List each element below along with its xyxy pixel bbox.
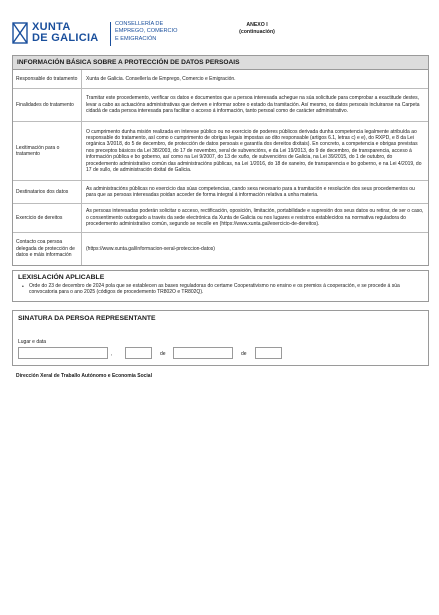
- annex-subtitle: (continuación): [239, 29, 275, 35]
- year-field[interactable]: [255, 347, 282, 359]
- department-line-2: EMPREGO, COMERCIO: [115, 28, 178, 35]
- legislation-title: LEXISLACIÓN APLICABLE: [18, 274, 105, 281]
- annex-heading: [232, 22, 282, 36]
- legislation-section: [12, 270, 429, 302]
- department-name: [115, 21, 215, 43]
- row-value-lexitimacion: O cumprimento dunha misión realizada en interese público ou no exercicio de poderes públicos derivada dunha competencia legalmente atribuída ao responsable do tratamento, así como o cumprimento de obrigas legais impostas ao dito responsable (artigos 6.1, letras c) e e), do RXPD, e 8 da Lei orgánica 3/2018, do 5 de decembro, de protección de datos persoais e garantía dos dereitos dixitais). En concreto, a competencia e obrigas previstas nos preceptos básicos da Lei 38/2003, do 17 de novembro, xeral de subvencións, e da Lei 19/2013, do 9 de decembro, de transparencia, acceso á información pública e bo goberno, así como na Lei 9/2007, do 13 de xuño, de subvencións de Galicia, na Lei 39/2015, do 1 de outubro, do procedemento administrativo común das administracións públicas, na Lei 1/2016, do 18 de xaneiro, de transparencia e bo goberno, e na Lei 4/2019, do 17 de xullo, de administración dixital de Galicia.: [86, 128, 422, 174]
- table-row: [13, 233, 428, 265]
- de-separator-1: de: [160, 351, 166, 357]
- logo-text-galicia: DE GALICIA: [32, 32, 99, 44]
- comma-separator: ,: [111, 351, 113, 357]
- table-row: [13, 89, 428, 122]
- dpo-info-link[interactable]: (https://www.xunta.gal/informacion-xeral-proteccion-datos): [86, 245, 215, 252]
- row-value-dereitos: As persoas interesadas poderán solicitar o acceso, rectificación, oposición, limitación, portabilidade e supresión dos seus datos ou retirar, de ser o caso, o consentimento outorgado a través da sede electrónica da Xunta de Galicia ou nos lugares e rexistros establecidos na normativa reguladora do procedemento administrativo común, segundo se recolle en (https://www.xunta.gal/exercicio-de-dereitos).: [86, 208, 424, 228]
- signature-title: SINATURA DA PERSOA REPRESENTANTE: [18, 315, 156, 322]
- annex-title: ANEXO I: [246, 22, 268, 28]
- data-protection-title: INFORMACIÓN BÁSICA SOBRE A PROTECCIÓN DE DATOS PERSOAIS: [13, 56, 428, 70]
- row-value-finalidades: Tramitar este procedemento, verificar os datos e documentos que a persoa interesada achegue na súa solicitude para comprobar a exactitude destes, levar a cabo as actuacións administrativas que deriven e informar sobre o estado da tramitación. Así mesmo, os datos persoais incluiranse na Carpeta cidadá de cada persoa interesada para facilitar o acceso á información, tanto persoal como de carácter administrativo.: [86, 95, 420, 115]
- row-label-lexitimacion: Lexitimación para o tratamento: [13, 122, 82, 180]
- logo-text-xunta: XUNTA: [32, 21, 71, 33]
- department-line-1: CONSELLERÍA DE: [115, 21, 164, 27]
- table-row: [13, 122, 428, 181]
- row-value-responsable: Xunta de Galicia. Consellería de Emprego, Comercio e Emigración.: [86, 75, 236, 82]
- table-row: [13, 204, 428, 233]
- day-field[interactable]: [125, 347, 152, 359]
- xunta-emblem-icon: [12, 22, 28, 44]
- legislation-item: Orde do 23 de decembro de 2024 pola que se establecen as bases reguladoras do certame Cooperativismo no ensino e os premios á cooperación, e se procede á súa convocatoria para o ano 2025 (códigos de procedemento TR802O e TR802Q).: [29, 283, 400, 296]
- bullet-icon: •: [22, 284, 24, 290]
- data-protection-table: [12, 55, 429, 266]
- row-label-responsable: Responsable do tratamento: [13, 70, 82, 88]
- row-value-contacto: [82, 233, 428, 265]
- table-row: [13, 181, 428, 204]
- department-line-3: E EMIGRACIÓN: [115, 35, 157, 42]
- row-label-finalidades: Finalidades do tratamento: [13, 89, 82, 121]
- logo-divider: [110, 22, 111, 46]
- month-field[interactable]: [173, 347, 233, 359]
- xunta-logo: [12, 20, 178, 46]
- footer-directorate: Dirección Xeral de Traballo Autónomo e Economía Social: [16, 373, 152, 379]
- place-date-label: Lugar e data: [18, 339, 47, 345]
- place-field[interactable]: [18, 347, 108, 359]
- signature-section: [12, 310, 429, 366]
- row-label-contacto: Contacto coa persoa delegada de protección de datos e máis información: [13, 233, 82, 265]
- row-value-destinatarios: As administracións públicas no exercicio das súas competencias, cando sexa necesario para a tramitación e resolución dos seus procedementos ou para que as persoas interesadas poidan acceder de forma integral á información relativa a unha materia.: [86, 185, 415, 198]
- table-row: [13, 70, 428, 89]
- row-label-destinatarios: Destinatarios dos datos: [13, 181, 82, 203]
- row-label-dereitos: Exercicio de dereitos: [13, 204, 82, 232]
- de-separator-2: de: [241, 351, 247, 357]
